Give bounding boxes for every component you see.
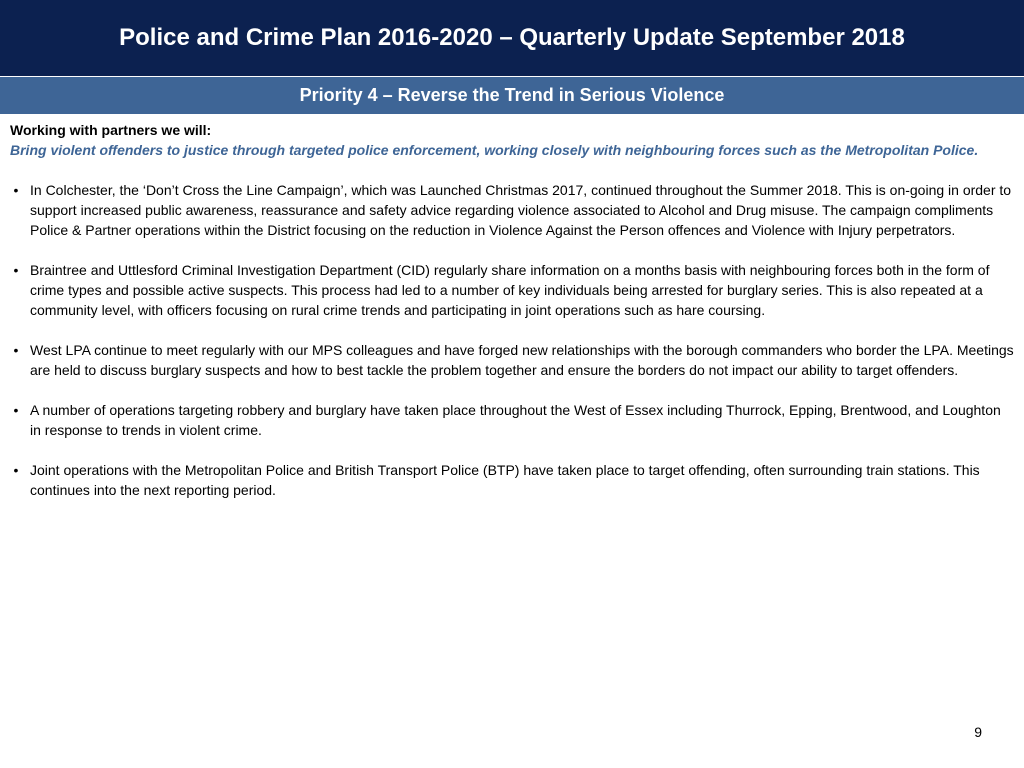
bullet-item: [10, 260, 1014, 320]
bullet-point-icon: •: [13, 182, 19, 198]
page-title: Police and Crime Plan 2016-2020 – Quarterly Update September 2018: [119, 24, 905, 51]
subtitle-bar: [0, 77, 1024, 114]
priority-subtitle: Priority 4 – Reverse the Trend in Serious Violence: [299, 85, 725, 105]
intro-heading: Working with partners we will:: [10, 122, 212, 138]
intro-commitment: Bring violent offenders to justice through targeted police enforcement, working closely with neighbouring forces such as the Metropolitan Police.: [10, 142, 979, 158]
bullet-text: West LPA continue to meet regularly with our MPS colleagues and have forged new relationships with the borough commanders who border the LPA. Meetings are held to discuss burglary suspects and how to best tackle the problem together and ensure the borders do not impact our ability to target offenders.: [30, 342, 1014, 378]
bullet-point-icon: •: [13, 462, 19, 478]
bullet-point-icon: •: [13, 402, 19, 418]
bullet-item: [10, 340, 1014, 380]
bullet-item: [10, 180, 1014, 240]
bullet-item: [10, 460, 1014, 500]
bullet-point-icon: •: [13, 342, 19, 358]
bullet-text: Joint operations with the Metropolitan Police and British Transport Police (BTP) have taken place to target offending, often surrounding train stations. This continues into the next reporting period.: [30, 462, 980, 498]
title-bar: [0, 0, 1024, 76]
bullet-text: A number of operations targeting robbery and burglary have taken place throughout the West of Essex including Thurrock, Epping, Brentwood, and Loughton in response to trends in violent crime.: [30, 402, 1001, 438]
bullet-text: In Colchester, the ‘Don’t Cross the Line Campaign’, which was Launched Christmas 2017, continued throughout the Summer 2018. This is on-going in order to support increased public awareness, reassurance and safety advice regarding violence associated to Alcohol and Drug misuse. The campaign compliments Police & Partner operations within the District focusing on the reduction in Violence Against the Person offences and Violence with Injury perpetrators.: [30, 182, 1012, 238]
content-body: [10, 120, 1014, 500]
bullet-item: [10, 400, 1014, 440]
bullet-list: [10, 180, 1014, 500]
bullet-point-icon: •: [13, 262, 19, 278]
bullet-text: Braintree and Uttlesford Criminal Investigation Department (CID) regularly share information on a months basis with neighbouring forces both in the form of crime types and possible active suspects. This process had led to a number of key individuals being arrested for burglary series. This is also repeated at a community level, with officers focusing on rural crime trends and participating in joint operations such as hare coursing.: [30, 262, 990, 318]
page-number: 9: [974, 724, 982, 740]
